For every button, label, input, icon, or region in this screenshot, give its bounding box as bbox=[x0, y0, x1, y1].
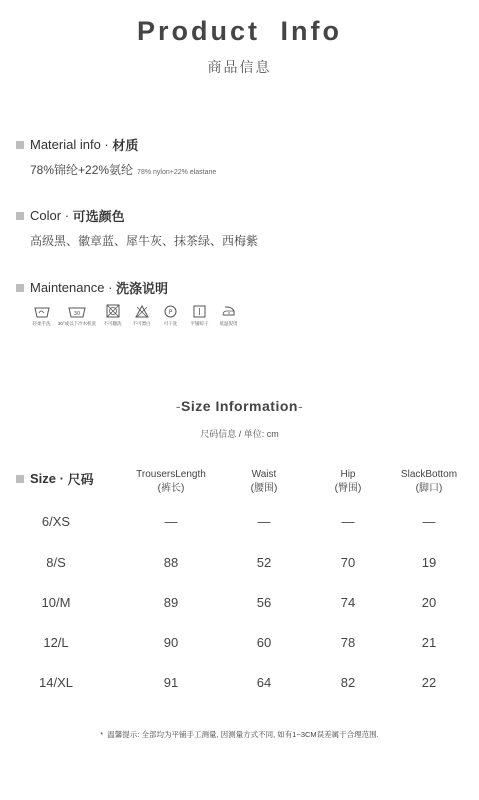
care-item: 不可翻洗 bbox=[99, 304, 126, 327]
material-heading: Material info · 材质 bbox=[16, 135, 138, 154]
size-cell: 91 bbox=[163, 675, 179, 690]
size-label: 6/XS bbox=[41, 514, 71, 529]
size-cell: — bbox=[257, 514, 271, 529]
svg-text:30: 30 bbox=[73, 310, 81, 317]
care-item: 低温熨烫 bbox=[215, 304, 242, 327]
size-info-subtitle: 尺码信息 / 单位: cm bbox=[200, 429, 279, 439]
size-cell: 82 bbox=[340, 675, 356, 690]
size-cell: 56 bbox=[256, 595, 272, 610]
size-cell: — bbox=[422, 514, 436, 529]
care-instructions bbox=[28, 304, 244, 327]
do-not-bleach-icon bbox=[133, 304, 151, 318]
low-iron-icon bbox=[220, 304, 238, 318]
column-header-waist: Waist (腰围) bbox=[250, 469, 278, 494]
color-heading: Color · 可选颜色 bbox=[16, 206, 125, 225]
bullet-square bbox=[16, 212, 24, 220]
svg-text:P: P bbox=[168, 308, 173, 316]
size-label: 14/XL bbox=[39, 675, 73, 690]
size-info-title: -Size Information- bbox=[175, 398, 304, 414]
care-item: 轻柔手洗 bbox=[28, 304, 55, 327]
wash-30-icon bbox=[68, 304, 86, 318]
size-cell: 89 bbox=[163, 595, 179, 610]
size-cell: — bbox=[341, 514, 355, 529]
bullet-square bbox=[16, 141, 24, 149]
size-label: 12/L bbox=[43, 635, 69, 650]
care-item: 平铺晾干 bbox=[186, 304, 213, 327]
size-cell: 64 bbox=[256, 675, 272, 690]
hand-wash-icon bbox=[33, 304, 51, 318]
size-label: 8/S bbox=[46, 555, 66, 570]
column-header-trousers-length: TrousersLength (裤长) bbox=[136, 469, 206, 494]
size-label: 10/M bbox=[41, 595, 71, 610]
care-item: 30 30°或以下冷水机洗 bbox=[57, 304, 97, 327]
care-item: 不可漂白 bbox=[128, 304, 155, 327]
bullet-square bbox=[16, 475, 24, 483]
measurement-footnote: * 温馨提示: 全部均为平铺手工测量, 因测量方式不同, 如有1~3CM误差属于合理范围. bbox=[100, 730, 379, 739]
size-cell: 90 bbox=[163, 635, 179, 650]
page-title: Product Info bbox=[137, 16, 342, 46]
size-cell: — bbox=[164, 514, 178, 529]
bullet-square bbox=[16, 284, 24, 292]
care-item: P 可干洗 bbox=[157, 304, 184, 327]
size-cell: 70 bbox=[340, 555, 356, 570]
size-cell: 60 bbox=[256, 635, 272, 650]
maintenance-heading: Maintenance · 洗涤说明 bbox=[16, 278, 168, 297]
do-not-tumble-dry-icon bbox=[104, 304, 122, 318]
page-subtitle: 商品信息 bbox=[207, 59, 272, 75]
material-info: 78%锦纶+22%氨纶 78% nylon+22% elastane bbox=[30, 163, 217, 177]
size-column-heading: Size · 尺码 bbox=[16, 469, 94, 488]
size-cell: 52 bbox=[256, 555, 272, 570]
size-cell: 22 bbox=[421, 675, 437, 690]
size-cell: 20 bbox=[421, 595, 437, 610]
size-cell: 21 bbox=[421, 635, 437, 650]
column-header-hip: Hip (臀围) bbox=[334, 469, 362, 494]
size-cell: 88 bbox=[163, 555, 179, 570]
size-cell: 19 bbox=[421, 555, 437, 570]
column-header-slack-bottom: SlackBottom (脚口) bbox=[400, 469, 458, 494]
size-cell: 78 bbox=[340, 635, 356, 650]
dry-clean-icon bbox=[162, 304, 180, 318]
size-cell: 74 bbox=[340, 595, 356, 610]
flat-dry-icon bbox=[191, 304, 209, 318]
color-options: 高级黑、徽章蓝、犀牛灰、抹茶绿、西梅紫 bbox=[30, 234, 259, 248]
